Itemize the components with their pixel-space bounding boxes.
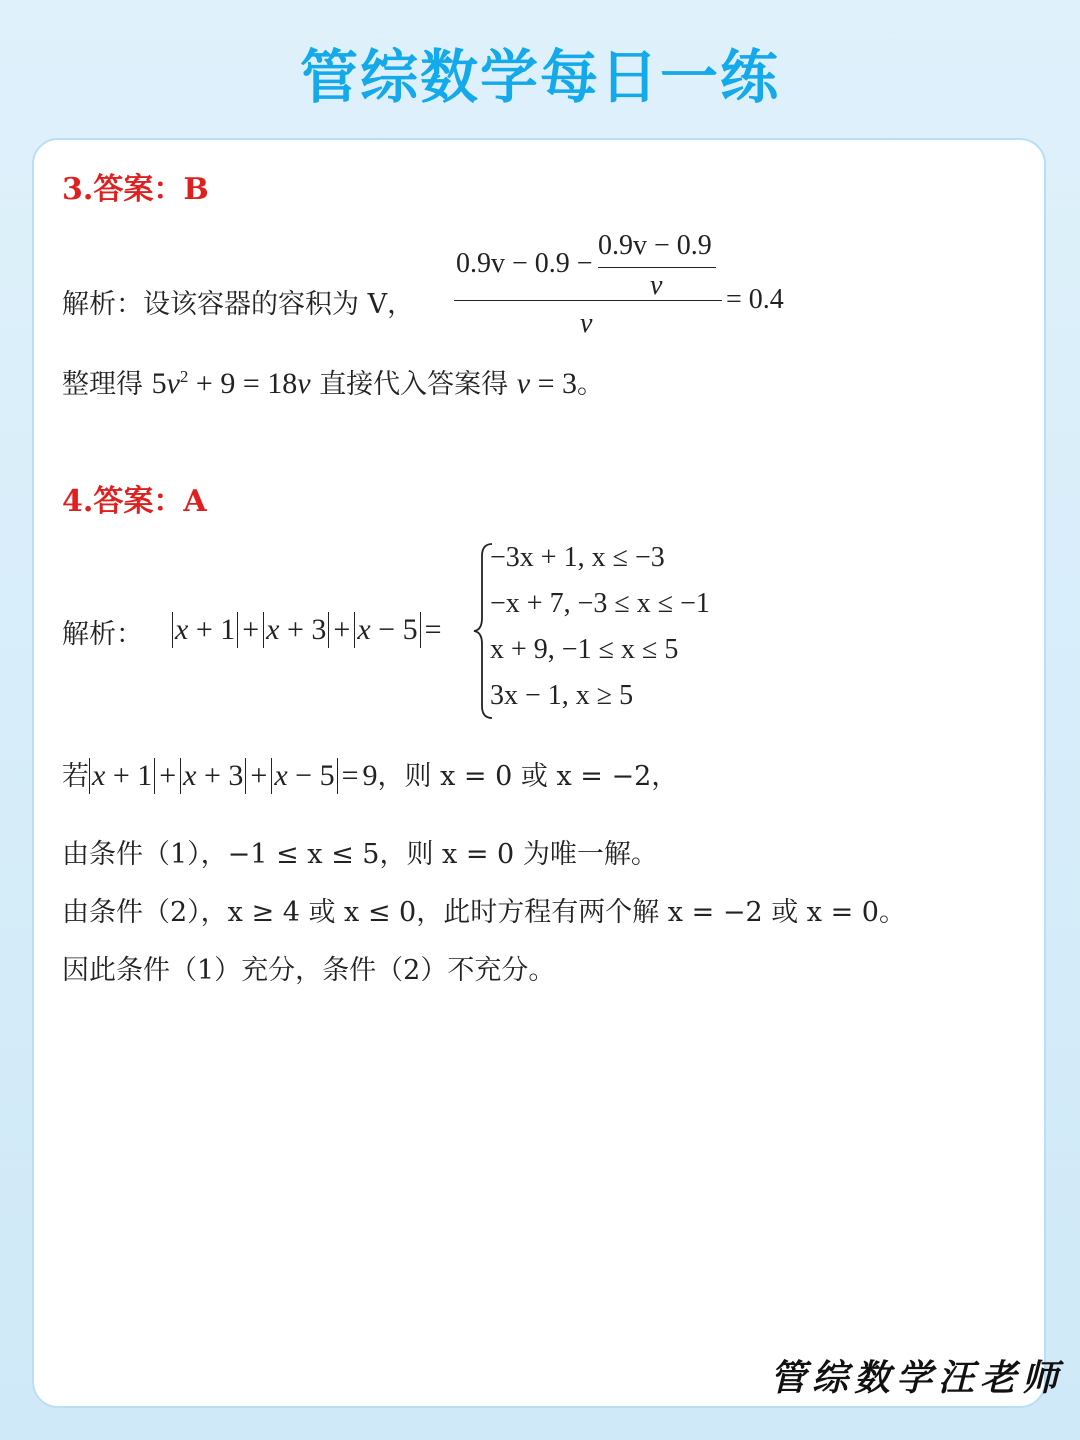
case-4: 3x − 1, x ≥ 5 xyxy=(490,680,634,711)
q3-heading: 3.答案：B xyxy=(62,172,209,207)
q4-cond1: 由条件（1），−1 ≤ x ≤ 5，则 x = 0 为唯一解。 xyxy=(62,839,658,870)
q3-analysis-prefix: 解析：设该容器的容积为 V， xyxy=(62,289,415,320)
q3-line2-a: 整理得 xyxy=(62,369,143,400)
q4-if-line xyxy=(62,754,678,794)
q4-heading: 4.答案：A xyxy=(62,484,207,519)
q3-equals: = 0.4 xyxy=(726,284,784,315)
q3-outer-frac-line xyxy=(454,300,722,301)
q3-line2-b: 直接代入答案得 xyxy=(319,369,509,400)
page-title: 管综数学每日一练 xyxy=(299,43,780,111)
q3-inner-frac-line xyxy=(598,267,716,268)
q3-outer-den: v xyxy=(580,308,593,339)
author-signature: 管综数学汪老师 xyxy=(770,1357,1065,1399)
q3-inner-den: v xyxy=(650,270,663,301)
q4-if-suffix: ，则 x = 0 或 x = −2， xyxy=(377,761,679,792)
q4-if-expression: x + 1 + x + 3 + x − 5 = 9 xyxy=(89,759,378,792)
q3-line2-end: 。 xyxy=(577,369,605,400)
content-card xyxy=(32,138,1046,1408)
case-2: −x + 7, −3 ≤ x ≤ −1 xyxy=(490,588,710,619)
case-1: −3x + 1, x ≤ −3 xyxy=(490,542,665,573)
q4-abs-expression: x + 1 + x + 3 + x − 5 = xyxy=(172,612,446,648)
q3-solution: v = 3 xyxy=(516,367,578,400)
q4-conclusion: 因此条件（1）充分，条件（2）不充分。 xyxy=(62,955,556,986)
case-3: x + 9, −1 ≤ x ≤ 5 xyxy=(490,634,679,665)
q4-cond2: 由条件（2），x ≥ 4 或 x ≤ 0，此时方程有两个解 x = −2 或 x = 0。 xyxy=(62,897,906,928)
q4-analysis-prefix: 解析： xyxy=(62,619,143,650)
q3-equation: $5v^2 + 9 = 18v$ xyxy=(151,367,311,400)
q3-inner-num: 0.9v − 0.9 xyxy=(598,230,712,261)
q3-frac-num-main: 0.9v − 0.9 − xyxy=(456,248,593,279)
q4-if-prefix: 若 xyxy=(62,761,89,792)
q3-line2 xyxy=(62,362,604,401)
